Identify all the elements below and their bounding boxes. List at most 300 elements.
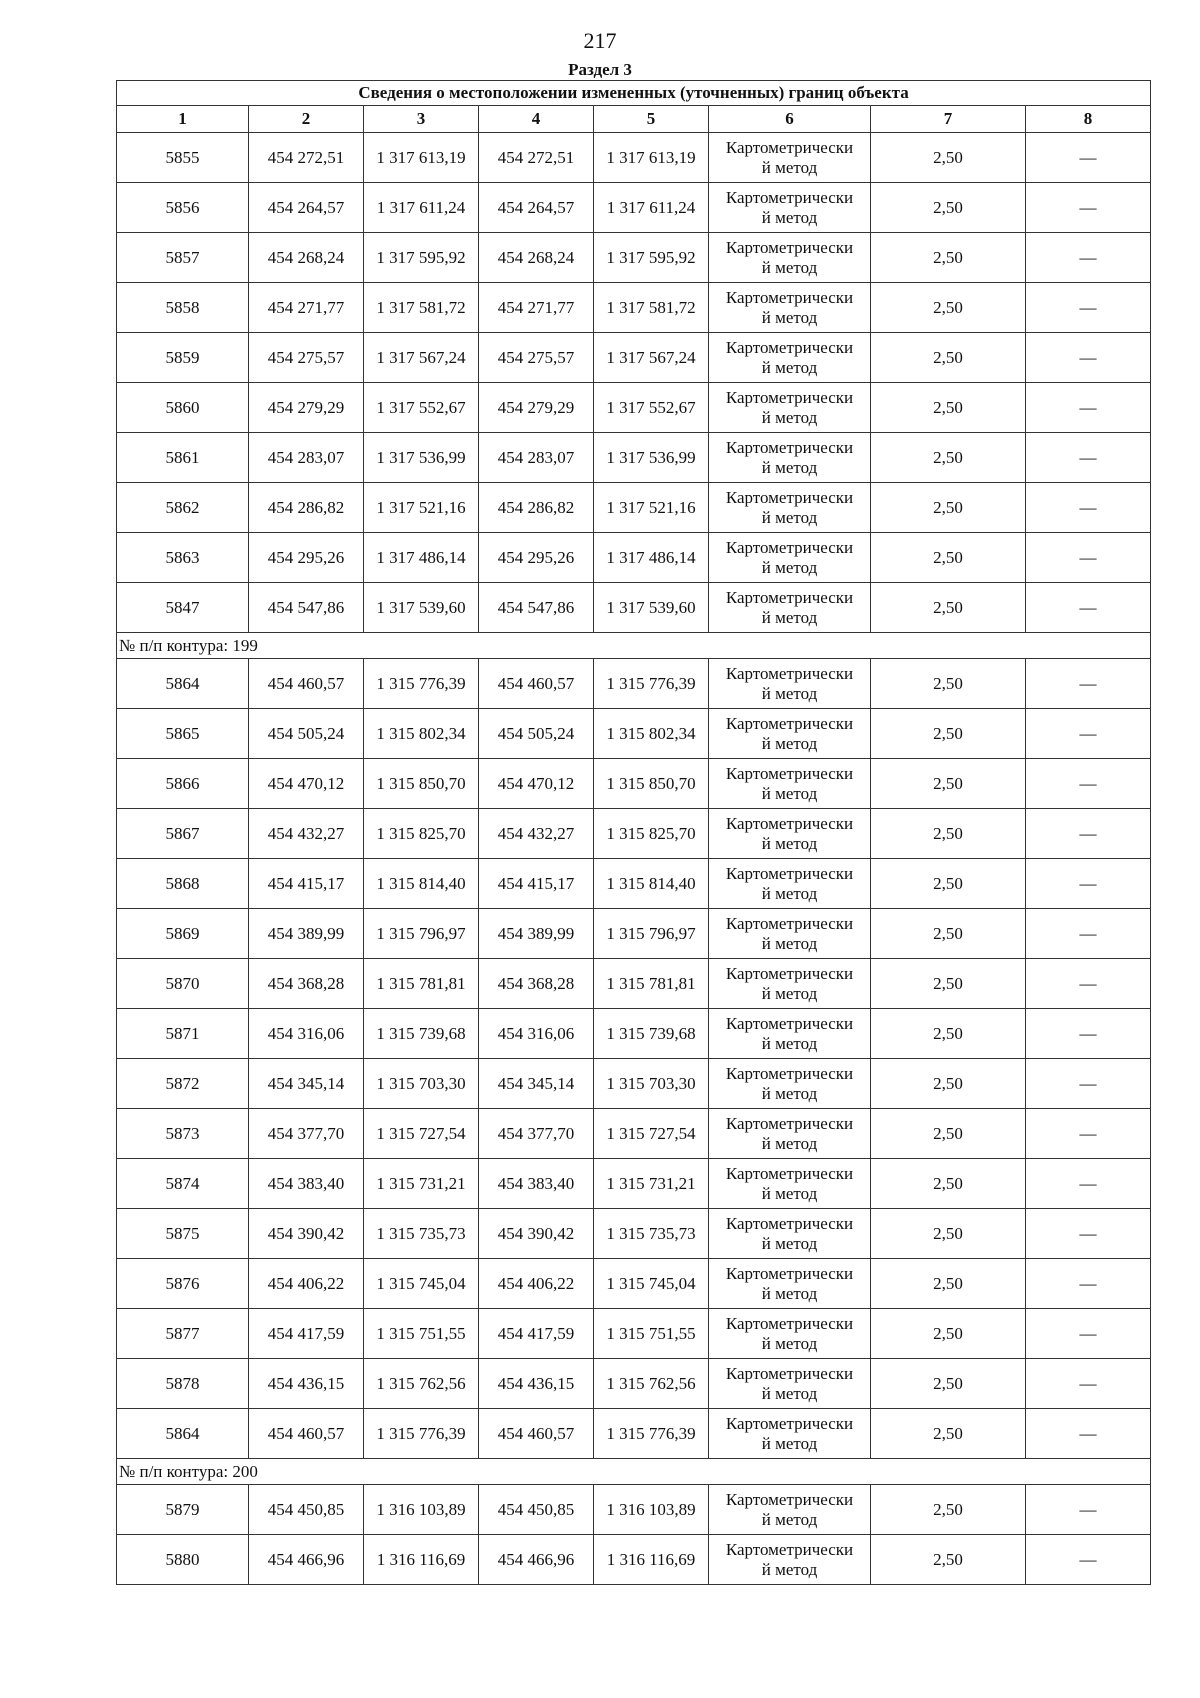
description-cell: —: [1026, 1059, 1151, 1109]
x-coordinate-cell: 454 466,96: [479, 1535, 594, 1585]
y-coordinate-cell: 1 317 552,67: [364, 383, 479, 433]
method-text-line: Картометрически: [725, 863, 854, 883]
accuracy-cell: 2,50: [871, 1409, 1026, 1459]
method-text-line: Картометрически: [725, 663, 854, 683]
description-cell: —: [1026, 1309, 1151, 1359]
method-text-line: й метод: [761, 307, 818, 327]
y-coordinate-cell: 1 315 703,30: [364, 1059, 479, 1109]
x-coordinate-cell: 454 316,06: [479, 1009, 594, 1059]
method-text-line: й метод: [761, 933, 818, 953]
accuracy-cell: 2,50: [871, 1159, 1026, 1209]
point-number-cell: 5865: [117, 709, 249, 759]
x-coordinate-cell: 454 505,24: [249, 709, 364, 759]
y-coordinate-cell: 1 315 796,97: [594, 909, 709, 959]
accuracy-cell: 2,50: [871, 1259, 1026, 1309]
method-text-line: Картометрически: [725, 137, 854, 157]
description-cell: —: [1026, 233, 1151, 283]
x-coordinate-cell: 454 466,96: [249, 1535, 364, 1585]
y-coordinate-cell: 1 317 486,14: [364, 533, 479, 583]
accuracy-cell: 2,50: [871, 333, 1026, 383]
method-cell: [709, 759, 871, 809]
y-coordinate-cell: 1 317 486,14: [594, 533, 709, 583]
table-row: [117, 1209, 1151, 1259]
method-text-line: й метод: [761, 1233, 818, 1253]
method-text-line: Картометрически: [725, 1163, 854, 1183]
point-number-cell: 5874: [117, 1159, 249, 1209]
x-coordinate-cell: 454 377,70: [479, 1109, 594, 1159]
method-text-line: Картометрически: [725, 237, 854, 257]
x-coordinate-cell: 454 377,70: [249, 1109, 364, 1159]
accuracy-cell: 2,50: [871, 809, 1026, 859]
method-text-line: Картометрически: [725, 1063, 854, 1083]
method-text-line: Картометрически: [725, 337, 854, 357]
description-cell: —: [1026, 333, 1151, 383]
contour-label: № п/п контура: 200: [117, 1459, 1151, 1485]
description-cell: —: [1026, 759, 1151, 809]
y-coordinate-cell: 1 317 611,24: [594, 183, 709, 233]
method-cell: [709, 809, 871, 859]
description-cell: —: [1026, 183, 1151, 233]
y-coordinate-cell: 1 315 731,21: [364, 1159, 479, 1209]
method-cell: [709, 709, 871, 759]
table-row: [117, 809, 1151, 859]
description-cell: —: [1026, 959, 1151, 1009]
method-text-line: Картометрически: [725, 813, 854, 833]
method-text-line: й метод: [761, 1183, 818, 1203]
accuracy-cell: 2,50: [871, 133, 1026, 183]
method-cell: [709, 533, 871, 583]
y-coordinate-cell: 1 317 595,92: [364, 233, 479, 283]
point-number-cell: 5858: [117, 283, 249, 333]
x-coordinate-cell: 454 295,26: [249, 533, 364, 583]
y-coordinate-cell: 1 315 776,39: [364, 659, 479, 709]
table-row: [117, 283, 1151, 333]
x-coordinate-cell: 454 406,22: [249, 1259, 364, 1309]
y-coordinate-cell: 1 315 825,70: [594, 809, 709, 859]
x-coordinate-cell: 454 547,86: [479, 583, 594, 633]
x-coordinate-cell: 454 283,07: [249, 433, 364, 483]
contour-header-row: [117, 1459, 1151, 1485]
x-coordinate-cell: 454 460,57: [479, 659, 594, 709]
point-number-cell: 5864: [117, 1409, 249, 1459]
x-coordinate-cell: 454 272,51: [479, 133, 594, 183]
x-coordinate-cell: 454 283,07: [479, 433, 594, 483]
point-number-cell: 5867: [117, 809, 249, 859]
accuracy-cell: 2,50: [871, 283, 1026, 333]
method-text-line: й метод: [761, 1559, 818, 1579]
y-coordinate-cell: 1 315 781,81: [594, 959, 709, 1009]
contour-label: № п/п контура: 199: [117, 633, 1151, 659]
x-coordinate-cell: 454 470,12: [249, 759, 364, 809]
x-coordinate-cell: 454 383,40: [249, 1159, 364, 1209]
x-coordinate-cell: 454 316,06: [249, 1009, 364, 1059]
y-coordinate-cell: 1 317 521,16: [364, 483, 479, 533]
x-coordinate-cell: 454 264,57: [249, 183, 364, 233]
method-cell: [709, 859, 871, 909]
method-text-line: й метод: [761, 557, 818, 577]
y-coordinate-cell: 1 315 814,40: [364, 859, 479, 909]
table-row: [117, 759, 1151, 809]
table-row: [117, 659, 1151, 709]
point-number-cell: 5861: [117, 433, 249, 483]
y-coordinate-cell: 1 315 751,55: [594, 1309, 709, 1359]
table-row: [117, 1359, 1151, 1409]
x-coordinate-cell: 454 450,85: [249, 1485, 364, 1535]
section-title: Раздел 3: [568, 60, 632, 79]
x-coordinate-cell: 454 268,24: [249, 233, 364, 283]
method-text-line: Картометрически: [725, 187, 854, 207]
method-text-line: Картометрически: [725, 1013, 854, 1033]
y-coordinate-cell: 1 315 745,04: [594, 1259, 709, 1309]
point-number-cell: 5870: [117, 959, 249, 1009]
table-row: [117, 133, 1151, 183]
method-text-line: Картометрически: [725, 1213, 854, 1233]
method-cell: [709, 233, 871, 283]
table-row: [117, 709, 1151, 759]
point-number-cell: 5877: [117, 1309, 249, 1359]
accuracy-cell: 2,50: [871, 1485, 1026, 1535]
method-text-line: Картометрически: [725, 763, 854, 783]
table-row: [117, 433, 1151, 483]
description-cell: —: [1026, 859, 1151, 909]
method-text-line: й метод: [761, 883, 818, 903]
method-text-line: й метод: [761, 607, 818, 627]
method-text-line: Картометрически: [725, 1539, 854, 1559]
method-text-line: Картометрически: [725, 1489, 854, 1509]
accuracy-cell: 2,50: [871, 1109, 1026, 1159]
method-text-line: й метод: [761, 1383, 818, 1403]
method-text-line: й метод: [761, 1283, 818, 1303]
table-row: [117, 1159, 1151, 1209]
method-text-line: й метод: [761, 1033, 818, 1053]
y-coordinate-cell: 1 317 613,19: [364, 133, 479, 183]
x-coordinate-cell: 454 460,57: [249, 1409, 364, 1459]
point-number-cell: 5876: [117, 1259, 249, 1309]
description-cell: —: [1026, 1485, 1151, 1535]
table-row: [117, 333, 1151, 383]
accuracy-cell: 2,50: [871, 1359, 1026, 1409]
x-coordinate-cell: 454 275,57: [479, 333, 594, 383]
method-text-line: Картометрически: [725, 287, 854, 307]
description-cell: —: [1026, 1535, 1151, 1585]
point-number-cell: 5878: [117, 1359, 249, 1409]
x-coordinate-cell: 454 450,85: [479, 1485, 594, 1535]
description-cell: —: [1026, 1359, 1151, 1409]
accuracy-cell: 2,50: [871, 1009, 1026, 1059]
method-cell: [709, 1485, 871, 1535]
y-coordinate-cell: 1 317 567,24: [364, 333, 479, 383]
table-row: [117, 233, 1151, 283]
point-number-cell: 5857: [117, 233, 249, 283]
y-coordinate-cell: 1 316 103,89: [594, 1485, 709, 1535]
x-coordinate-cell: 454 389,99: [479, 909, 594, 959]
accuracy-cell: 2,50: [871, 483, 1026, 533]
y-coordinate-cell: 1 317 552,67: [594, 383, 709, 433]
table-row: [117, 183, 1151, 233]
y-coordinate-cell: 1 317 536,99: [594, 433, 709, 483]
y-coordinate-cell: 1 315 796,97: [364, 909, 479, 959]
accuracy-cell: 2,50: [871, 433, 1026, 483]
y-coordinate-cell: 1 315 776,39: [364, 1409, 479, 1459]
y-coordinate-cell: 1 317 567,24: [594, 333, 709, 383]
column-number-header: 1: [117, 106, 249, 133]
method-text-line: й метод: [761, 457, 818, 477]
method-text-line: й метод: [761, 783, 818, 803]
x-coordinate-cell: 454 547,86: [249, 583, 364, 633]
y-coordinate-cell: 1 315 814,40: [594, 859, 709, 909]
x-coordinate-cell: 454 279,29: [479, 383, 594, 433]
method-text-line: й метод: [761, 507, 818, 527]
description-cell: —: [1026, 909, 1151, 959]
description-cell: —: [1026, 1009, 1151, 1059]
y-coordinate-cell: 1 315 739,68: [364, 1009, 479, 1059]
method-cell: [709, 1309, 871, 1359]
x-coordinate-cell: 454 264,57: [479, 183, 594, 233]
table-row: [117, 1259, 1151, 1309]
x-coordinate-cell: 454 390,42: [479, 1209, 594, 1259]
method-cell: [709, 483, 871, 533]
x-coordinate-cell: 454 432,27: [249, 809, 364, 859]
y-coordinate-cell: 1 315 735,73: [594, 1209, 709, 1259]
description-cell: —: [1026, 533, 1151, 583]
method-text-line: Картометрически: [725, 963, 854, 983]
x-coordinate-cell: 454 272,51: [249, 133, 364, 183]
x-coordinate-cell: 454 383,40: [479, 1159, 594, 1209]
method-text-line: й метод: [761, 157, 818, 177]
accuracy-cell: 2,50: [871, 759, 1026, 809]
accuracy-cell: 2,50: [871, 859, 1026, 909]
accuracy-cell: 2,50: [871, 1535, 1026, 1585]
x-coordinate-cell: 454 271,77: [249, 283, 364, 333]
method-cell: [709, 1159, 871, 1209]
y-coordinate-cell: 1 317 613,19: [594, 133, 709, 183]
description-cell: —: [1026, 1209, 1151, 1259]
method-cell: [709, 909, 871, 959]
point-number-cell: 5868: [117, 859, 249, 909]
accuracy-cell: 2,50: [871, 709, 1026, 759]
description-cell: —: [1026, 133, 1151, 183]
method-cell: [709, 1009, 871, 1059]
x-coordinate-cell: 454 345,14: [249, 1059, 364, 1109]
y-coordinate-cell: 1 317 539,60: [364, 583, 479, 633]
contour-header-row: [117, 633, 1151, 659]
description-cell: —: [1026, 483, 1151, 533]
method-text-line: Картометрически: [725, 1263, 854, 1283]
method-text-line: Картометрически: [725, 1363, 854, 1383]
x-coordinate-cell: 454 417,59: [249, 1309, 364, 1359]
x-coordinate-cell: 454 286,82: [479, 483, 594, 533]
point-number-cell: 5879: [117, 1485, 249, 1535]
method-text-line: й метод: [761, 733, 818, 753]
accuracy-cell: 2,50: [871, 959, 1026, 1009]
y-coordinate-cell: 1 315 745,04: [364, 1259, 479, 1309]
method-cell: [709, 333, 871, 383]
description-cell: —: [1026, 659, 1151, 709]
x-coordinate-cell: 454 460,57: [479, 1409, 594, 1459]
method-cell: [709, 1209, 871, 1259]
description-cell: —: [1026, 809, 1151, 859]
method-text-line: й метод: [761, 833, 818, 853]
point-number-cell: 5862: [117, 483, 249, 533]
x-coordinate-cell: 454 271,77: [479, 283, 594, 333]
column-number-header: 6: [709, 106, 871, 133]
y-coordinate-cell: 1 315 735,73: [364, 1209, 479, 1259]
x-coordinate-cell: 454 275,57: [249, 333, 364, 383]
table-row: [117, 859, 1151, 909]
method-text-line: й метод: [761, 1333, 818, 1353]
y-coordinate-cell: 1 315 703,30: [594, 1059, 709, 1109]
column-number-header: 3: [364, 106, 479, 133]
method-text-line: Картометрически: [725, 487, 854, 507]
y-coordinate-cell: 1 317 581,72: [364, 283, 479, 333]
x-coordinate-cell: 454 432,27: [479, 809, 594, 859]
table-row: [117, 959, 1151, 1009]
table-row: [117, 583, 1151, 633]
y-coordinate-cell: 1 317 536,99: [364, 433, 479, 483]
y-coordinate-cell: 1 315 802,34: [364, 709, 479, 759]
method-cell: [709, 659, 871, 709]
description-cell: —: [1026, 283, 1151, 333]
method-text-line: й метод: [761, 357, 818, 377]
table-body: [117, 133, 1151, 1585]
column-number-header: 7: [871, 106, 1026, 133]
table-row: [117, 1535, 1151, 1585]
x-coordinate-cell: 454 436,15: [479, 1359, 594, 1409]
column-number-header: 2: [249, 106, 364, 133]
method-text-line: Картометрически: [725, 537, 854, 557]
description-cell: —: [1026, 1159, 1151, 1209]
method-text-line: й метод: [761, 407, 818, 427]
method-cell: [709, 1259, 871, 1309]
y-coordinate-cell: 1 315 731,21: [594, 1159, 709, 1209]
table-row: [117, 1059, 1151, 1109]
point-number-cell: 5856: [117, 183, 249, 233]
y-coordinate-cell: 1 315 762,56: [594, 1359, 709, 1409]
x-coordinate-cell: 454 417,59: [479, 1309, 594, 1359]
method-cell: [709, 383, 871, 433]
column-number-header: 4: [479, 106, 594, 133]
method-text-line: й метод: [761, 257, 818, 277]
point-number-cell: 5864: [117, 659, 249, 709]
x-coordinate-cell: 454 415,17: [479, 859, 594, 909]
y-coordinate-cell: 1 315 802,34: [594, 709, 709, 759]
y-coordinate-cell: 1 317 539,60: [594, 583, 709, 633]
table-row: [117, 1485, 1151, 1535]
x-coordinate-cell: 454 389,99: [249, 909, 364, 959]
y-coordinate-cell: 1 317 611,24: [364, 183, 479, 233]
y-coordinate-cell: 1 315 781,81: [364, 959, 479, 1009]
table-row: [117, 383, 1151, 433]
method-text-line: й метод: [761, 1433, 818, 1453]
method-text-line: Картометрически: [725, 1113, 854, 1133]
point-number-cell: 5859: [117, 333, 249, 383]
page-number: 217: [583, 28, 617, 53]
point-number-cell: 5863: [117, 533, 249, 583]
x-coordinate-cell: 454 345,14: [479, 1059, 594, 1109]
description-cell: —: [1026, 1409, 1151, 1459]
method-cell: [709, 1109, 871, 1159]
y-coordinate-cell: 1 315 776,39: [594, 659, 709, 709]
point-number-cell: 5871: [117, 1009, 249, 1059]
method-text-line: Картометрически: [725, 713, 854, 733]
accuracy-cell: 2,50: [871, 1309, 1026, 1359]
accuracy-cell: 2,50: [871, 1209, 1026, 1259]
x-coordinate-cell: 454 368,28: [249, 959, 364, 1009]
column-number-header: 5: [594, 106, 709, 133]
accuracy-cell: 2,50: [871, 183, 1026, 233]
x-coordinate-cell: 454 406,22: [479, 1259, 594, 1309]
point-number-cell: 5869: [117, 909, 249, 959]
point-number-cell: 5860: [117, 383, 249, 433]
method-text-line: Картометрически: [725, 387, 854, 407]
column-number-header: 8: [1026, 106, 1151, 133]
x-coordinate-cell: 454 368,28: [479, 959, 594, 1009]
y-coordinate-cell: 1 315 776,39: [594, 1409, 709, 1459]
y-coordinate-cell: 1 315 727,54: [594, 1109, 709, 1159]
method-cell: [709, 959, 871, 1009]
method-cell: [709, 433, 871, 483]
point-number-cell: 5880: [117, 1535, 249, 1585]
table-row: [117, 1009, 1151, 1059]
method-cell: [709, 183, 871, 233]
point-number-cell: 5866: [117, 759, 249, 809]
y-coordinate-cell: 1 317 595,92: [594, 233, 709, 283]
x-coordinate-cell: 454 295,26: [479, 533, 594, 583]
method-text-line: й метод: [761, 983, 818, 1003]
y-coordinate-cell: 1 317 521,16: [594, 483, 709, 533]
x-coordinate-cell: 454 460,57: [249, 659, 364, 709]
point-number-cell: 5873: [117, 1109, 249, 1159]
method-text-line: й метод: [761, 683, 818, 703]
method-cell: [709, 1535, 871, 1585]
y-coordinate-cell: 1 315 825,70: [364, 809, 479, 859]
method-text-line: й метод: [761, 1133, 818, 1153]
point-number-cell: 5872: [117, 1059, 249, 1109]
table-row: [117, 1109, 1151, 1159]
table-row: [117, 909, 1151, 959]
description-cell: —: [1026, 709, 1151, 759]
table-row: [117, 533, 1151, 583]
method-text-line: Картометрически: [725, 437, 854, 457]
method-cell: [709, 583, 871, 633]
y-coordinate-cell: 1 315 751,55: [364, 1309, 479, 1359]
method-text-line: й метод: [761, 1509, 818, 1529]
table-row: [117, 1309, 1151, 1359]
method-cell: [709, 1059, 871, 1109]
method-cell: [709, 133, 871, 183]
y-coordinate-cell: 1 315 739,68: [594, 1009, 709, 1059]
method-text-line: Картометрически: [725, 587, 854, 607]
accuracy-cell: 2,50: [871, 1059, 1026, 1109]
x-coordinate-cell: 454 505,24: [479, 709, 594, 759]
method-cell: [709, 283, 871, 333]
column-number-row: [117, 106, 1151, 133]
description-cell: —: [1026, 383, 1151, 433]
x-coordinate-cell: 454 268,24: [479, 233, 594, 283]
method-cell: [709, 1409, 871, 1459]
y-coordinate-cell: 1 315 762,56: [364, 1359, 479, 1409]
y-coordinate-cell: 1 316 116,69: [594, 1535, 709, 1585]
point-number-cell: 5847: [117, 583, 249, 633]
boundary-coordinates-table: [116, 80, 1151, 1585]
y-coordinate-cell: 1 317 581,72: [594, 283, 709, 333]
x-coordinate-cell: 454 470,12: [479, 759, 594, 809]
method-text-line: й метод: [761, 207, 818, 227]
y-coordinate-cell: 1 316 103,89: [364, 1485, 479, 1535]
table-row: [117, 1409, 1151, 1459]
method-text-line: Картометрически: [725, 1313, 854, 1333]
table-row: [117, 483, 1151, 533]
